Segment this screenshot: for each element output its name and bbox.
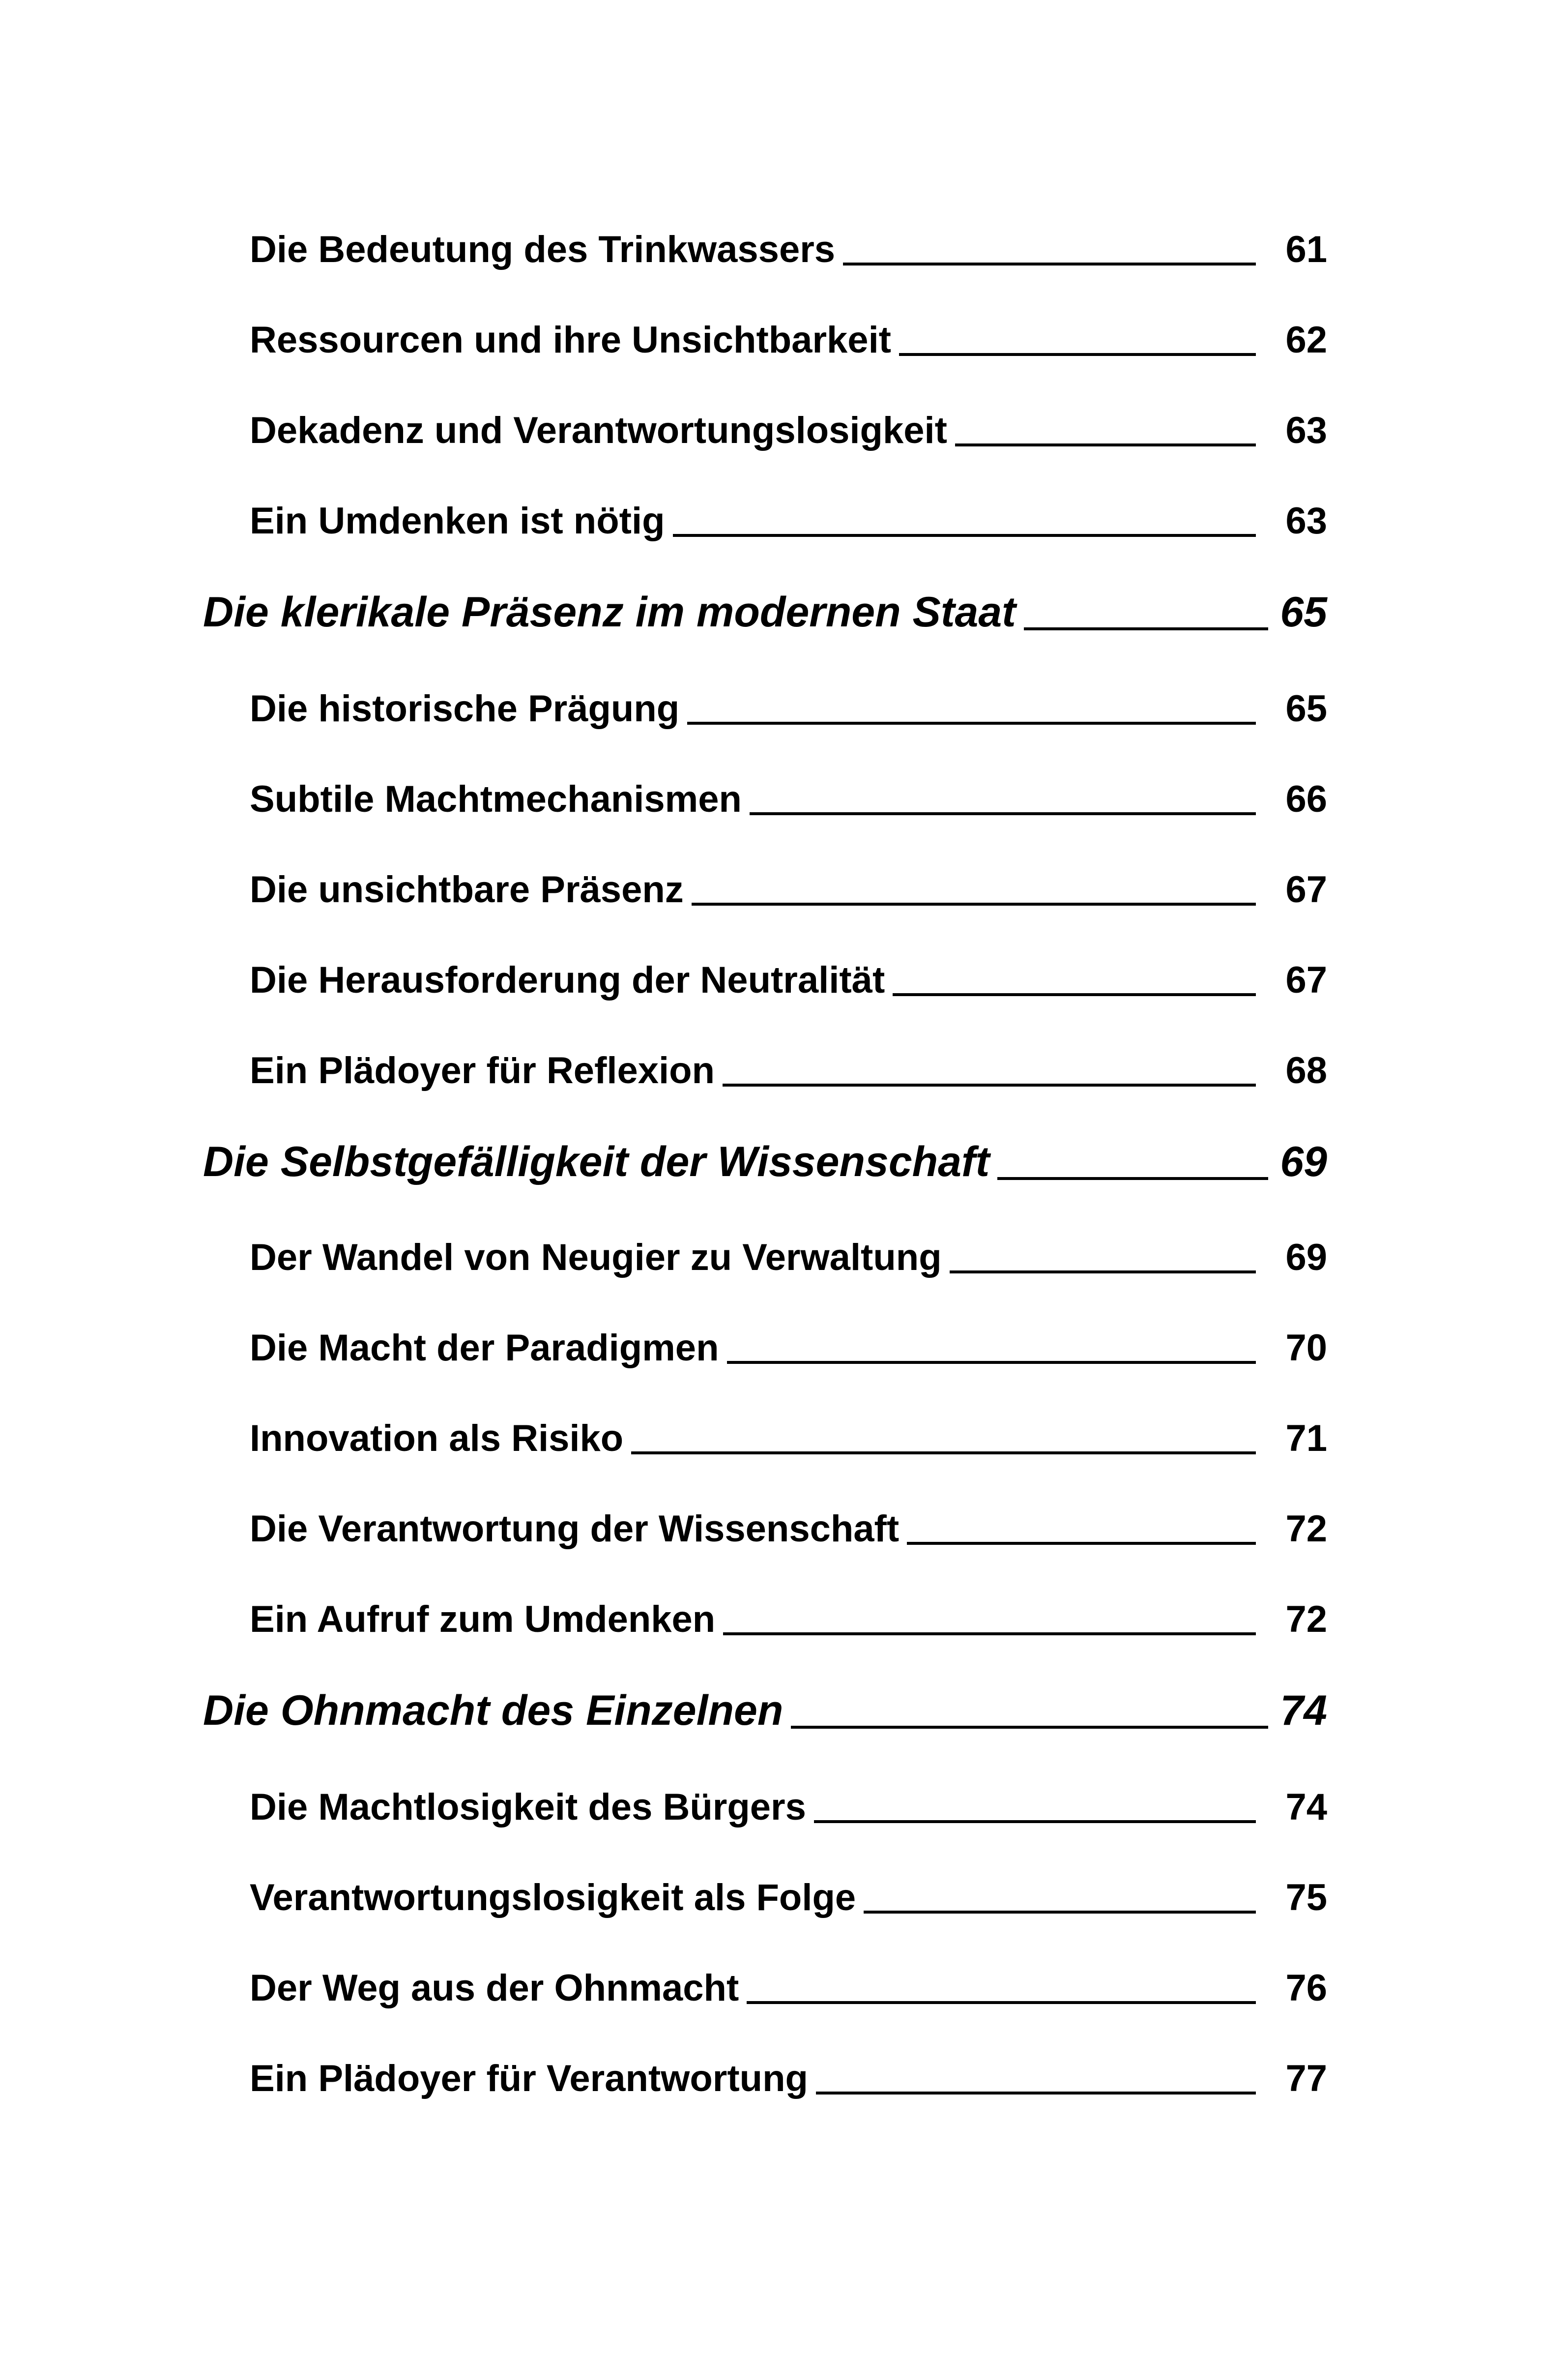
toc-leader-line: [950, 1270, 1256, 1273]
toc-entry[interactable]: [0, 2040, 1568, 2099]
toc-leader-line: [791, 1726, 1268, 1729]
toc-entry-title: Die unsichtbare Präsenz: [250, 869, 684, 911]
toc-entry[interactable]: [0, 211, 1568, 270]
toc-leader-line: [893, 993, 1256, 996]
toc-chapter-title: Die Selbstgefälligkeit der Wissenschaft: [203, 1138, 990, 1185]
toc-page-number: 65: [1280, 589, 1327, 636]
toc-entry[interactable]: [0, 1032, 1568, 1092]
toc-leader-line: [673, 534, 1256, 537]
toc-entry[interactable]: [0, 1769, 1568, 1828]
toc-page-number: 71: [1285, 1417, 1327, 1459]
toc-entry-title: Ressourcen und ihre Unsichtbarkeit: [250, 319, 891, 361]
toc-leader-line: [843, 263, 1256, 266]
toc-entry[interactable]: [0, 942, 1568, 1001]
toc-leader-line: [814, 1820, 1256, 1823]
toc-entry[interactable]: [0, 483, 1568, 542]
toc-entry[interactable]: [0, 302, 1568, 361]
toc-leader-line: [750, 812, 1256, 815]
toc-leader-line: [816, 2092, 1256, 2094]
toc-chapter-entry[interactable]: [0, 1126, 1568, 1185]
toc-leader-line: [727, 1361, 1256, 1364]
toc-page-number: 77: [1285, 2058, 1327, 2099]
toc-entry[interactable]: [0, 1581, 1568, 1640]
toc-page-number: 76: [1285, 1967, 1327, 2009]
toc-entry-title: Verantwortungslosigkeit als Folge: [250, 1877, 856, 1918]
toc-entry-title: Dekadenz und Verantwortungslosigkeit: [250, 410, 947, 451]
toc-entry-title: Die Verantwortung der Wissenschaft: [250, 1508, 900, 1550]
toc-entry-title: Ein Umdenken ist nötig: [250, 500, 665, 542]
toc-chapter-title: Die Ohnmacht des Einzelnen: [203, 1687, 784, 1734]
toc-leader-line: [907, 1542, 1256, 1545]
toc-leader-line: [692, 903, 1256, 906]
toc-leader-line: [955, 443, 1256, 446]
toc-entry[interactable]: [0, 1219, 1568, 1278]
toc-page-number: 70: [1285, 1327, 1327, 1369]
toc-page-number: 61: [1285, 229, 1327, 270]
toc-leader-line: [687, 722, 1256, 725]
toc-page-number: 62: [1285, 319, 1327, 361]
toc-page-number: 63: [1285, 500, 1327, 542]
toc-chapter-title: Die klerikale Präsenz im modernen Staat: [203, 589, 1016, 636]
toc-page-number: 74: [1285, 1786, 1327, 1828]
toc-entry[interactable]: [0, 1400, 1568, 1459]
toc-entry-title: Der Wandel von Neugier zu Verwaltung: [250, 1237, 942, 1278]
toc-entry[interactable]: [0, 392, 1568, 451]
toc-entry[interactable]: [0, 761, 1568, 820]
toc-leader-line: [899, 353, 1256, 356]
toc-entry-title: Die Herausforderung der Neutralität: [250, 959, 885, 1001]
toc-entry-title: Subtile Machtmechanismen: [250, 778, 742, 820]
toc-entry[interactable]: [0, 1310, 1568, 1369]
toc-entry[interactable]: [0, 1950, 1568, 2009]
toc-entry-title: Innovation als Risiko: [250, 1417, 624, 1459]
toc-entry-title: Der Weg aus der Ohnmacht: [250, 1967, 739, 2009]
toc-entry-title: Ein Aufruf zum Umdenken: [250, 1598, 716, 1640]
toc-page-number: 63: [1285, 410, 1327, 451]
toc-entry[interactable]: [0, 1491, 1568, 1550]
toc-page-number: 67: [1285, 959, 1327, 1001]
toc-entry[interactable]: [0, 852, 1568, 911]
toc-leader-line: [997, 1177, 1268, 1180]
toc-leader-line: [747, 2001, 1256, 2004]
toc-leader-line: [723, 1084, 1256, 1087]
toc-leader-line: [864, 1911, 1256, 1914]
toc-page-number: 75: [1285, 1877, 1327, 1918]
toc-leader-line: [1024, 627, 1268, 630]
toc-entry-title: Die historische Prägung: [250, 688, 680, 730]
toc-chapter-entry[interactable]: [0, 576, 1568, 635]
toc-entry-title: Die Bedeutung des Trinkwassers: [250, 229, 836, 270]
toc-page-number: 72: [1285, 1598, 1327, 1640]
toc-page-number: 66: [1285, 778, 1327, 820]
toc-entry-title: Ein Plädoyer für Verantwortung: [250, 2058, 808, 2099]
toc-chapter-entry[interactable]: [0, 1675, 1568, 1734]
toc-entry[interactable]: [0, 1859, 1568, 1918]
toc-leader-line: [723, 1632, 1256, 1635]
toc-page-number: 69: [1280, 1138, 1327, 1185]
toc-page-number: 68: [1285, 1050, 1327, 1092]
toc-page-number: 72: [1285, 1508, 1327, 1550]
toc-leader-line: [631, 1451, 1256, 1454]
toc-page-number: 69: [1285, 1237, 1327, 1278]
toc-entry[interactable]: [0, 671, 1568, 730]
toc-entry-title: Die Macht der Paradigmen: [250, 1327, 719, 1369]
toc-entry-title: Die Machtlosigkeit des Bürgers: [250, 1786, 806, 1828]
toc-page-number: 67: [1285, 869, 1327, 911]
toc-entry-title: Ein Plädoyer für Reflexion: [250, 1050, 715, 1092]
toc-page-number: 74: [1280, 1687, 1327, 1734]
toc-page-number: 65: [1285, 688, 1327, 730]
